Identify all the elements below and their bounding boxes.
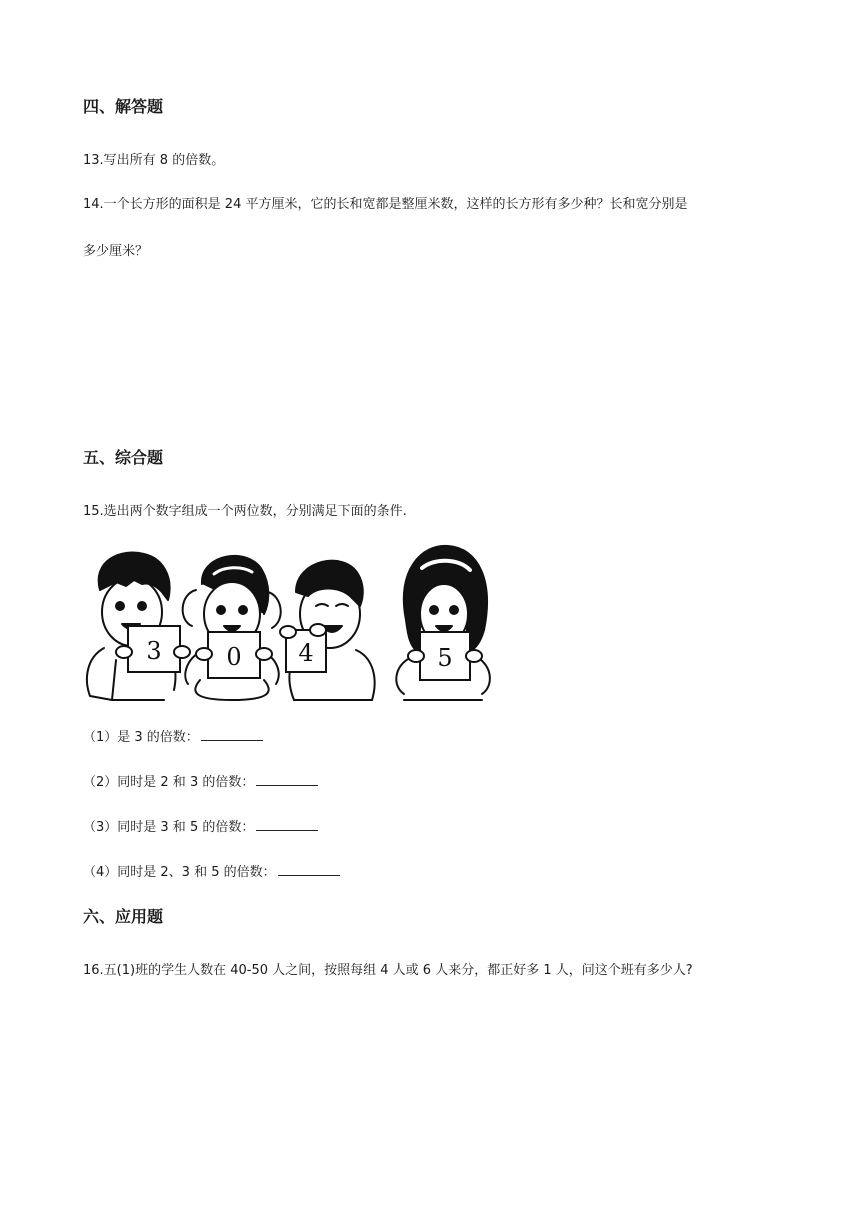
answer-blank-2[interactable]: [256, 773, 318, 786]
question-16: 16.五(1)班的学生人数在 40-50 人之间，按照每组 4 人或 6 人来分，都正好多 1 人，问这个班有多少人?: [83, 963, 693, 978]
card-number-5: 5: [437, 644, 453, 672]
section-heading-application: 六、应用题: [83, 907, 164, 926]
children-holding-number-cards-illustration: [82, 540, 494, 702]
sub-question-1: （1）是 3 的倍数：: [83, 726, 263, 745]
question-15: 15.选出两个数字组成一个两位数，分别满足下面的条件.: [83, 504, 407, 519]
answer-blank-4[interactable]: [278, 863, 340, 876]
card-number-3: 3: [146, 637, 162, 665]
section-heading-comprehensive: 五、综合题: [83, 448, 164, 467]
sub-question-4: （4）同时是 2、3 和 5 的倍数：: [83, 861, 340, 880]
sub-question-3: （3）同时是 3 和 5 的倍数：: [83, 816, 318, 835]
answer-blank-1[interactable]: [201, 728, 263, 741]
sub-question-2: （2）同时是 2 和 3 的倍数：: [83, 771, 318, 790]
question-14-line-2: 多少厘米？: [83, 244, 149, 259]
question-14-line-1: 14.一个长方形的面积是 24 平方厘米，它的长和宽都是整厘米数，这样的长方形有多少种？长和宽分别是: [83, 197, 688, 212]
card-number-4: 4: [298, 639, 314, 667]
question-13: 13.写出所有 8 的倍数。: [83, 153, 225, 168]
section-heading-answer: 四、解答题: [83, 97, 164, 116]
card-number-0: 0: [226, 643, 242, 671]
answer-blank-3[interactable]: [256, 818, 318, 831]
